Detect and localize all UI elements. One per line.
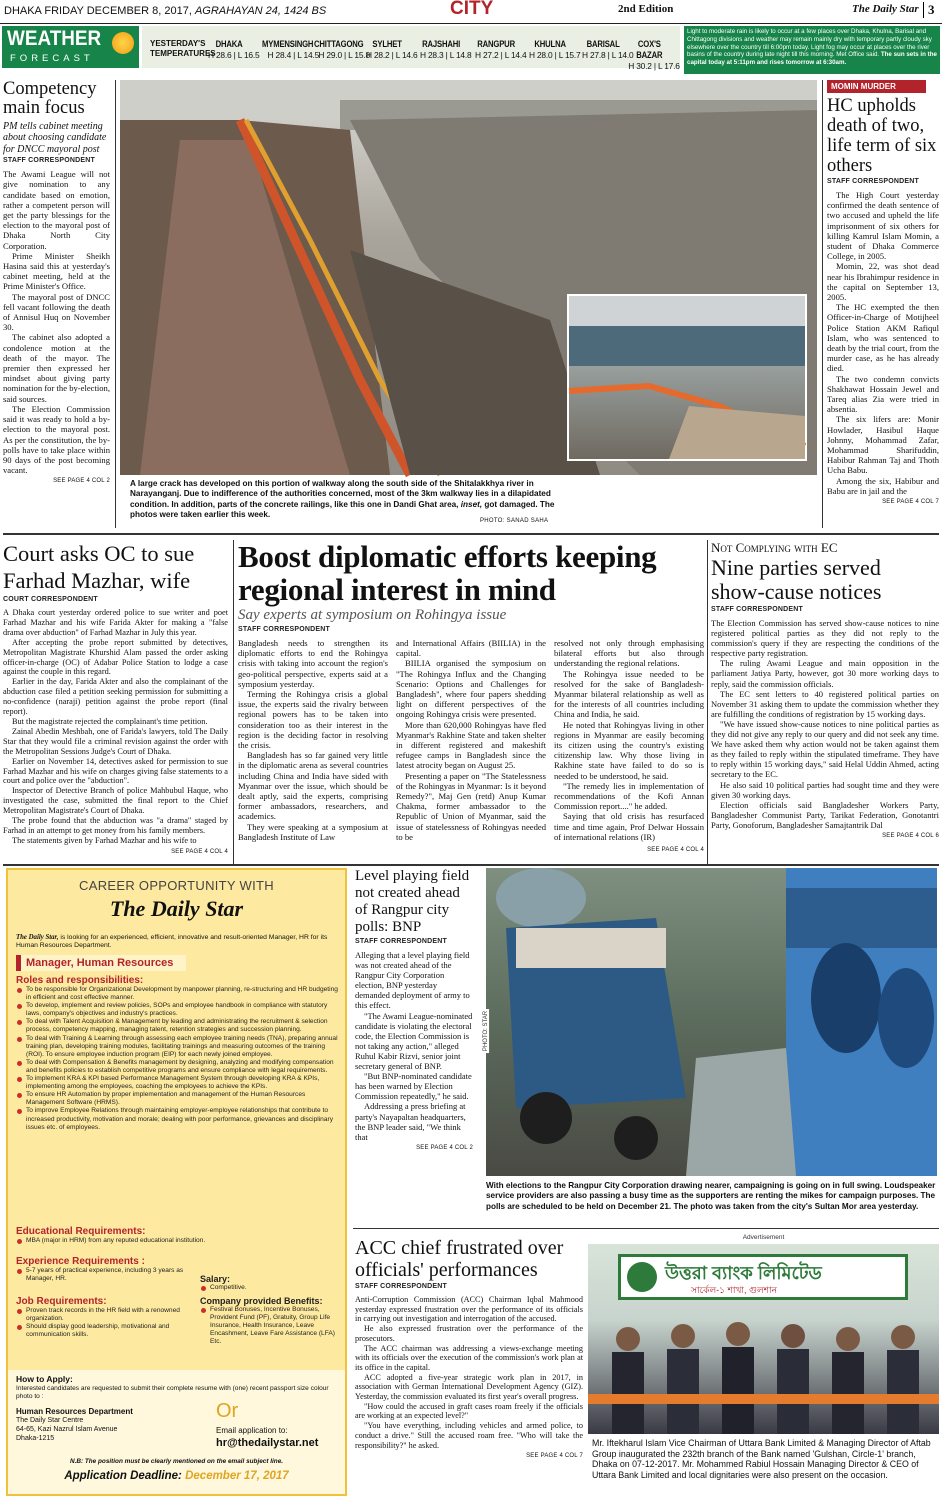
paragraph: The Awami League will not give nomination to any candidate based on emotion, rather a competent person will get the party blessings for the election to the mayoral post of Dhaka North City Corporation. <box>3 169 110 251</box>
horizontal-rule <box>3 533 939 535</box>
headline: Boost diplomatic efforts keeping regional interest in mind <box>238 539 657 607</box>
paragraph: resolved not only through emphasising bilateral efforts but also through understanding the regional relations. <box>554 638 704 669</box>
forecast-text: Light to moderate rain is likely to occur at a few places over Dhaka, Khulna, Barisal and Chittagong divisions and weather may remain mainly dry with temporary partly cloudy sky elsewhere over the country till 6:00pm today. Light fog may occur at places over the river basins of the country during late night till this morning. Met Office said. <box>687 28 932 59</box>
jump-line: SEE PAGE 4 COL 7 <box>526 1453 583 1460</box>
bank-banner-text: উত্তরা ব্যাংক লিমিটেড <box>665 1263 822 1283</box>
paragraph: Earlier in the day, Farida Akter and also the complainant of the abduction case filed a petition seeking permission for submitting a no-confidence (naraji) petition against the probe report (final report). <box>3 677 228 717</box>
horizontal-rule <box>3 864 939 866</box>
advert-label: Advertisement <box>742 1234 785 1241</box>
paragraph: Bangladesh needs to strengthen its diplomatic efforts to end the Rohingya crisis with taking into account the region's geo-political perspective, experts said at a symposium yesterday. <box>238 638 388 689</box>
paragraph: Momin, 22, was shot dead near his Ibrahimpur residence in the capital on September 13, 2005. <box>827 261 939 303</box>
role-item: To be responsible for Organizational Development by manpower planning, re-structuring and HR budgeting in efficient and cost effective manner. <box>16 986 338 1002</box>
paragraph: "The Awami League-nominated candidate is violating the electoral code, the Election Commission is not taking any action," alleged Ruhul Kabir Rizvi, senior joint secretary general of BNP. <box>355 1010 473 1072</box>
paragraph: ACC adopted a five-year strategic work plan in 2017, in association with German International Development Agency (GIZ). Yesterday, the commission evaluated its first year's overall progress. <box>355 1372 583 1402</box>
loudspeaker-photo-art <box>486 868 937 1176</box>
paragraph: Alleging that a level playing field was not created ahead of the Rangpur City Corporation election, BNP yesterday demanded deployment of army to this effect. <box>355 950 470 1011</box>
ad-position: Manager, Human Resources <box>16 955 186 971</box>
headline: Level playing field not created ahead of Rangpur city polls: BNP <box>355 868 470 935</box>
roles-heading: Roles and responsibilities: <box>16 975 144 986</box>
paragraph: The probe found that the abduction was "a drama" staged by Farhad in an attempt to get money from his family members. <box>3 816 228 835</box>
paragraph: The High Court yesterday confirmed the death sentence of two accused and upheld the life imprisonment of six others for killing Kamrul Islam Momin, a student of Dhaka Commerce College, in 2005. <box>827 190 939 262</box>
weather-logo-box <box>2 26 139 68</box>
caption-inset: inset, <box>460 499 483 509</box>
paragraph: Earlier on November 14, detectives asked for permission to sue Farhad Mazhar and his wife on charges giving false statements to a court and police over the "abduction". <box>3 756 228 786</box>
headline: ACC chief frustrated over officials' performances <box>355 1237 564 1281</box>
city-dhaka <box>208 38 259 60</box>
city-name: SYLHET <box>372 38 402 49</box>
city-temps: H 27.8 | L 14.0 <box>582 50 634 60</box>
address-block <box>16 1407 133 1443</box>
byline: STAFF CORRESPONDENT <box>238 626 330 633</box>
column-rule <box>115 80 116 528</box>
jump-line: SEE PAGE 4 COL 6 <box>882 832 939 839</box>
paragraph: Election officials said Bangladesher Workers Party, Bangladesher Communist Party, Tarikat Federation, Gonotantri Party, Gonoforum, Bangladesher Samajtantrik Dal <box>711 799 939 830</box>
story-acc-chief <box>355 1237 583 1500</box>
paragraph: "But BNP-nominated candidate has been warned by Election Commission repeatedly," he said. <box>355 1071 472 1102</box>
headline: Court asks OC to sue Farhad Mazhar, wife <box>3 541 195 593</box>
ad-job-requirements <box>16 1296 196 1339</box>
role-item: To develop, implement and review policies, SOPs and employee handbook in compliance with statutory laws, company's objectives and industry's practices. <box>16 1002 338 1018</box>
paragraph: Terming the Rohingya crisis a global issue, the experts said the rivalry between regional powers has to be taken into consideration too as their interest in the region is the deciding factor in resolving the crisis. <box>238 689 388 751</box>
address-line: Human Resources Department <box>16 1407 133 1416</box>
paragraph: The ruling Awami League and main opposition in the parliament Jatiya Party, however, got 30 more working days to reply, said the commission officials. <box>711 658 939 689</box>
byline: STAFF CORRESPONDENT <box>3 157 95 165</box>
story-level-playing-field <box>355 868 473 1228</box>
forecast-box <box>684 26 940 74</box>
paragraph: Anti-Corruption Commission (ACC) Chairman Iqbal Mahmood yesterday expressed frustration over the performance of its officials in carrying out investigation and interrogation of the accused. <box>355 1295 583 1324</box>
paragraph: "You have everything, including vehicles and armed police, to conduct a drive." Still the accused roam free. "Who will take the responsibility?" he asked. <box>355 1421 583 1450</box>
paragraph: But the magistrate rejected the complainant's time petition. <box>12 716 208 726</box>
ad-salary <box>200 1274 340 1347</box>
headline: Nine parties served show-cause notices <box>711 555 882 604</box>
inset-photo <box>567 294 807 461</box>
paragraph: Presenting a paper on "The Statelessness of the Rohingyas in Myanmar: Is it beyond Remedy?", Maj Gen (retd) Anup Kumar Chakma, former ambassador to the Republic of Union of Myanmar, said the issue of statelessness of Rohingyas needed to be <box>396 770 546 842</box>
paragraph: The cabinet also adopted a condolence motion at the death of the mayor. The premier then expressed her mindset about giving party nomination for the by-election, said sources. <box>3 332 110 404</box>
city-name: COX'S BAZAR <box>636 38 663 60</box>
temperature-label <box>150 39 216 59</box>
story-competency <box>3 80 110 530</box>
article-body <box>355 1295 583 1450</box>
bank-photo-people <box>588 1244 939 1434</box>
paragraph: He also said 10 political parties had sought time and they were given 30 working days. <box>711 779 939 800</box>
jump-line: SEE PAGE 4 COL 2 <box>416 1144 473 1151</box>
byline: COURT CORRESPONDENT <box>3 596 98 603</box>
experience-item: 5-7 years of practical experience, including 3 years as Manager, HR. <box>16 1267 196 1283</box>
paper-logo: The Daily Star <box>852 3 919 15</box>
paragraph: The statements given by Farhad Mazhar and his wife to <box>12 835 197 845</box>
job-item: Proven track records in the HR field with a renowned organization. <box>16 1307 196 1323</box>
paragraph: Among the six, Habibur and Babu are in jail and the <box>827 475 939 496</box>
jump-line: SEE PAGE 4 COL 7 <box>882 499 939 506</box>
weather-title: WEATHER <box>7 27 102 50</box>
city-name: CHITTAGONG <box>314 38 364 49</box>
temperature-label-line1: YESTERDAY'S <box>150 39 206 48</box>
article-body <box>355 950 473 1142</box>
city-rajshahi <box>420 38 471 60</box>
city-name: MYMENSINGH <box>262 38 314 49</box>
benefits-heading: Company provided Benefits: <box>200 1296 323 1307</box>
sun-times: The sun sets in the capital today at 5:11pm and rises tomorrow at 6:30am. <box>687 51 937 67</box>
paragraph: He also expressed frustration over the performance of the prosecutors. <box>355 1324 583 1343</box>
article-col-1 <box>238 638 388 855</box>
role-item: To implement KRA & KPI based Performance Management System through developing KRA & KPIs, implementing among the employees, coaching the employees to achieve the KPIs. <box>16 1075 338 1091</box>
paragraph: The EC sent letters to 40 registered political parties on November 31 asking them to update the commission whether they are fulfilling the conditions of registration by 15 working days. <box>711 688 939 719</box>
jump-line: SEE PAGE 4 COL 4 <box>171 848 228 855</box>
article-col-2 <box>396 638 546 855</box>
address-line: 64-65, Kazi Nazrul Islam Avenue <box>16 1426 118 1433</box>
city-rangpur <box>475 38 526 60</box>
column-rule <box>822 80 823 528</box>
section-name: CITY <box>450 0 494 19</box>
dateline-bengali-date: AGRAHAYAN 24, 1424 BS <box>194 5 327 17</box>
role-item: To deal with Compensation & Benefits management by designing, analyzing and modifying compensation and benefits policies to establish competitive programs and ensure compliance with legal requirements. <box>16 1059 338 1075</box>
paragraph: More than 620,000 Rohingyas have fled Myanmar's Rakhine State and taken shelter in different registered and makeshift refugee camps in Bangladesh since the latest atrocity began on August 25. <box>396 719 546 771</box>
bank-inauguration-photo <box>588 1244 939 1434</box>
paragraph: After accepting the probe report submitted by detectives, Metropolitan Magistrate Khurshid Alam passed the order asking officer-in-charge (OC) of Adabar Police Station to lodge a case against the couple in this regard. <box>3 637 228 677</box>
paragraph: BIILIA organised the symposium on "The Rohingya Influx and the Changing Scenario: Options and Challenges for Bangladesh", where four papers shedding light on different perspectives of the ongoing Rohingya crisis were presented. <box>396 658 546 720</box>
ad-intro-text: is looking for an experienced, efficient, innovative and result-oriented Manager, HR for its Human Resources Department. <box>16 934 328 950</box>
city-name: KHULNA <box>534 38 566 49</box>
city-temps: H 30.2 | L 17.6 <box>628 61 680 71</box>
paragraph: Inspector of Detective Branch of police Mahbubul Haque, who investigated the case, submitted the final report to the Chief Metropolitan Magistrate's Court of Dhaka. <box>3 786 228 816</box>
kicker: MOMIN MURDER <box>827 80 926 93</box>
paragraph: The Election Commission has served show-cause notices to nine registered political parties as they did not reply to the commission's query if they are respecting the conditions of the respective party registration. <box>711 618 939 659</box>
address-line: Dhaka-1215 <box>16 1435 55 1442</box>
city-sylhet <box>366 38 417 60</box>
bank-advertisement <box>588 1234 939 1500</box>
horizontal-rule <box>353 1228 939 1229</box>
address-line: The Daily Star Centre <box>16 1417 84 1424</box>
paragraph: Addressing a press briefing at party's Nayapaltan headquarters, the BNP leader said, "We think that <box>355 1101 466 1142</box>
city-temps: H 28.0 | L 15.7 <box>529 50 581 60</box>
paragraph: Saying that old crisis has resurfaced time and time again, Prof Delwar Hossain of international relations (IR) <box>554 811 704 842</box>
paragraph: Prime Minister Sheikh Hasina said this at yesterday's cabinet meeting, held at the Prime Minister's Office. <box>3 250 110 292</box>
paragraph: The HC exempted the then Officer-in-Charge of Motijheel Police Station AKM Rafiqul Islam, who was sentenced to death by the trial court, from the murder case, as he has already died. <box>827 302 939 374</box>
article-body <box>827 190 939 496</box>
loudspeaker-photo-caption: With elections to the Rangpur City Corporation drawing nearer, campaigning is going on in full swing. Loudspeaker service providers are also passing a busy time as the supporters are renting the mikes for campaign purposes. The polls are scheduled to be held on December 21. The photo was taken from the city's Sultan Mor area yesterday. <box>486 1181 936 1211</box>
ad-roles <box>16 975 338 1132</box>
ad-title: CAREER OPPORTUNITY WITH <box>79 878 274 893</box>
city-temps: H 28.2 | L 14.6 <box>366 50 418 60</box>
edition-label: 2nd Edition <box>618 3 674 15</box>
walkway-photo <box>120 80 817 475</box>
paragraph: The mayoral post of DNCC fell vacant following the death of Annisul Huq on November 30. <box>3 291 110 333</box>
deck: PM tells cabinet meeting about choosing candidate for DNCC mayoral post <box>3 121 107 155</box>
paragraph: "The remedy lies in implementation of recommendations of the Kofi Annan Commission report...." he added. <box>554 780 704 812</box>
education-item: MBA (major in HRM) from any reputed educational institution. <box>16 1237 338 1245</box>
story-nine-parties <box>711 540 939 870</box>
or-label: Or <box>216 1400 239 1422</box>
byline: STAFF CORRESPONDENT <box>355 938 447 945</box>
paragraph: They were speaking at a symposium at Bangladesh Institute of Law <box>238 821 388 842</box>
paragraph: The two condemn convicts Shakhawat Hossain Jewel and Tareq alias Zia were tried in absentia. <box>827 373 939 415</box>
paragraph: He noted that Rohingyas living in other regions in Myanmar are easily becoming its citizen using the country's existing citizenship law. Why those living in Rakhine state have failed to do so is needed to be understood, he said. <box>554 719 704 781</box>
byline: STAFF CORRESPONDENT <box>827 178 919 185</box>
city-temps: H 29.0 | L 15.8 <box>318 50 370 60</box>
ad-deadline <box>8 1470 345 1482</box>
page-number: 3 <box>923 2 935 18</box>
dateline-date: DHAKA FRIDAY DECEMBER 8, 2017, <box>4 5 192 17</box>
story-hc-upholds <box>827 80 939 530</box>
walkway-photo-caption <box>130 479 560 521</box>
paragraph: "We have issued show-cause notices to nine political parties as they did not give any reply to our query and did not seek any time. We have asked them why action would not be taken against them as they failed to reply within the stipulated timeframe. They have to reply within 15 working days," said Helal Uddin Ahmed, acting secretary to the EC. <box>711 718 939 780</box>
ad-nb: N.B: The position must be clearly mentioned on the email subject line. <box>69 1458 284 1465</box>
ad-intro <box>16 934 338 951</box>
temperature-label-line2: TEMPERATURES <box>150 49 216 58</box>
paragraph: The ACC chairman was addressing a views-exchange meeting with its officials over the execution of the commission's work plan at its office in the capital. <box>355 1343 583 1372</box>
weather-subtitle: FORECAST <box>10 53 94 64</box>
city-name: BARISAL <box>586 38 620 49</box>
story-court <box>3 540 228 870</box>
photo-credit: PHOTO: STAR <box>483 1010 490 1052</box>
role-item: To improve Employee Relations through maintaining employer-employee relationships that contribute to increased productivity, motivation and morale; dealing with poor performance, grievances and disciplinary issues etc. of employees. <box>16 1107 338 1131</box>
article-body <box>711 618 939 830</box>
paragraph: and International Affairs (BIILIA) in the capital. <box>396 638 546 659</box>
photo-credit: PHOTO: SANAD SAHA <box>480 518 549 524</box>
city-barisal <box>582 38 633 60</box>
story-boost-diplomatic <box>238 540 704 870</box>
jump-line: SEE PAGE 4 COL 2 <box>53 478 110 485</box>
paragraph: Bangladesh has so far gained very little in the diplomatic arena as several countries including China and India have sided with Myanmar over the issue, which should be dealt aptly, said the experts, comprising former ambassadors, researchers, and academics. <box>238 750 388 822</box>
paragraph: The Rohingya issue needed to be resolved for the sake of Bangladesh-Myanmar bilateral relationship as well as for the interests of all countries including China and India, he said. <box>554 668 704 720</box>
jump-line: SEE PAGE 4 COL 4 <box>647 847 704 854</box>
how-heading: How to Apply: <box>16 1374 73 1384</box>
article-col-3 <box>554 638 704 855</box>
article-columns <box>238 638 704 855</box>
ad-education <box>16 1226 338 1245</box>
dateline <box>4 5 326 17</box>
city-temps: H 28.6 | L 16.5 <box>208 50 260 60</box>
deck: Say experts at symposium on Rohingya issue <box>238 607 507 623</box>
paragraph: The Election Commission said it was ready to hold a by-election to the mayoral post. As per the constitution, the by-polls have to take place within 90 days of the post becoming vacant. <box>3 403 110 476</box>
headline: HC upholds death of two, life term of six others <box>827 96 937 176</box>
sun-icon <box>112 32 134 54</box>
headline: Competency main focus <box>3 79 97 118</box>
email-link[interactable]: hr@thedailystar.net <box>216 1437 319 1449</box>
masthead <box>0 0 942 24</box>
bank-advert-caption: Mr. Iftekharul Islam Vice Chairman of Uttara Bank Limited & Managing Director of Aftab Group inaugurated the 232th branch of the Bank named 'Gulshan, Circle-1' branch, Dhaka on 07-12-2017. Mr. Mohammed Rabiul Hossain Managing Director & CEO of Uttara Bank Limited and local dignitaries were also present on the occasion. <box>592 1438 931 1481</box>
role-item: To deal with Talent Acquisition & Management by leading and administrating the recruitment & selection process, competency mapping, managing talent, retention strategies and succession planning. <box>16 1018 338 1034</box>
deadline-label: Application Deadline: <box>64 1470 182 1482</box>
job-heading: Job Requirements: <box>16 1296 107 1307</box>
salary-item: Competitive. <box>200 1284 340 1292</box>
city-temps: H 27.2 | L 14.4 <box>475 50 527 60</box>
education-heading: Educational Requirements: <box>16 1226 146 1237</box>
kicker: Not Complying with EC <box>711 540 838 555</box>
column-rule <box>707 540 708 864</box>
bank-banner-subtext: সার্কেল-১ শাখা, গুলশান <box>691 1285 777 1295</box>
experience-heading: Experience Requirements : <box>16 1256 145 1267</box>
benefits-item: Festival Bonuses, Incentive Bonuses, Provident Fund (PF), Gratuity, Group Life Insurance, Health Insurance, Leave Encashment, Leave Fare Assistance (LFA) Etc. <box>200 1306 340 1346</box>
byline: STAFF CORRESPONDENT <box>355 1283 447 1290</box>
caption-text: A large crack has developed on this portion of walkway along the south side of the Shitalakkhya river in Narayanganj. Due to indifference of the authorities concerned, most of the 3km walkway lies in a dilapidated condition. In addition, parts of the concrete railings, like this one in Dandi Ghat area, <box>130 479 551 509</box>
loudspeaker-photo <box>483 868 937 1176</box>
role-item: To deal with Training & Learning through assessing each employee training needs (TNA), preparing annual training plan, developing training modules, facilitating trainings and measuring outcomes of the training (ROI). To ensure employee induction program (EIP) for each newly joined employee. <box>16 1035 338 1059</box>
paragraph: Zainal Abedin Meshbah, one of Farida's lawyers, told The Daily Star that they would file a criminal revision against the order with the Metropolitan Sessions Judge's Court of Dhaka. <box>3 726 228 756</box>
how-text: Interested candidates are requested to submit their complete resume with (one) recent passport size colour photo to : <box>16 1385 329 1400</box>
article-body <box>3 608 228 846</box>
column-rule <box>233 540 234 864</box>
ad-apply-box <box>8 1370 345 1494</box>
deadline-date: December 17, 2017 <box>185 1470 289 1482</box>
role-item: To ensure HR Automation by proper implementation and management of the Human Resources Management Software (HRMS). <box>16 1091 338 1107</box>
city-temps: H 28.3 | L 14.8 <box>420 50 472 60</box>
ad-intro-logo: The Daily Star, <box>16 934 59 941</box>
city-name: DHAKA <box>215 38 243 49</box>
city-name: RAJSHAHI <box>422 38 461 49</box>
city-khulna <box>529 38 580 60</box>
paragraph: "How could the accused in graft cases roam freely if the officials are working at an expected level?" <box>355 1401 583 1421</box>
city-name: RANGPUR <box>477 38 515 49</box>
paragraph: The six lifers are: Monir Howlader, Hasibul Haque Johnny, Mohammad Zafar, Mohammad Sharifuddin, Habibur Rahman Taj and Thoth Ucha Babu. <box>827 414 939 476</box>
city-coxs-bazar <box>628 38 680 71</box>
caption-text-end: got damaged. The photos were taken earlier this week. <box>130 499 555 520</box>
paragraph: A Dhaka court yesterday ordered police to sue writer and poet Farhad Mazhar and his wife Farida Akter for making a "false drama over abduction" of Farhad Mazhar in July this year. <box>3 608 228 637</box>
ad-logo: The Daily Star <box>109 896 244 921</box>
article-body <box>3 169 110 475</box>
job-item: Should display good leadership, motivational and communication skills. <box>16 1323 196 1339</box>
weather-bar <box>0 26 942 71</box>
city-temps: H 28.4 | L 14.5 <box>267 50 320 60</box>
career-advertisement <box>6 868 347 1496</box>
inset-photo-art <box>569 296 805 459</box>
email-label: Email application to: <box>216 1426 288 1435</box>
temperature-strip <box>142 26 680 71</box>
byline: STAFF CORRESPONDENT <box>711 606 803 613</box>
ad-experience <box>16 1256 196 1283</box>
salary-heading: Salary: <box>200 1274 231 1284</box>
